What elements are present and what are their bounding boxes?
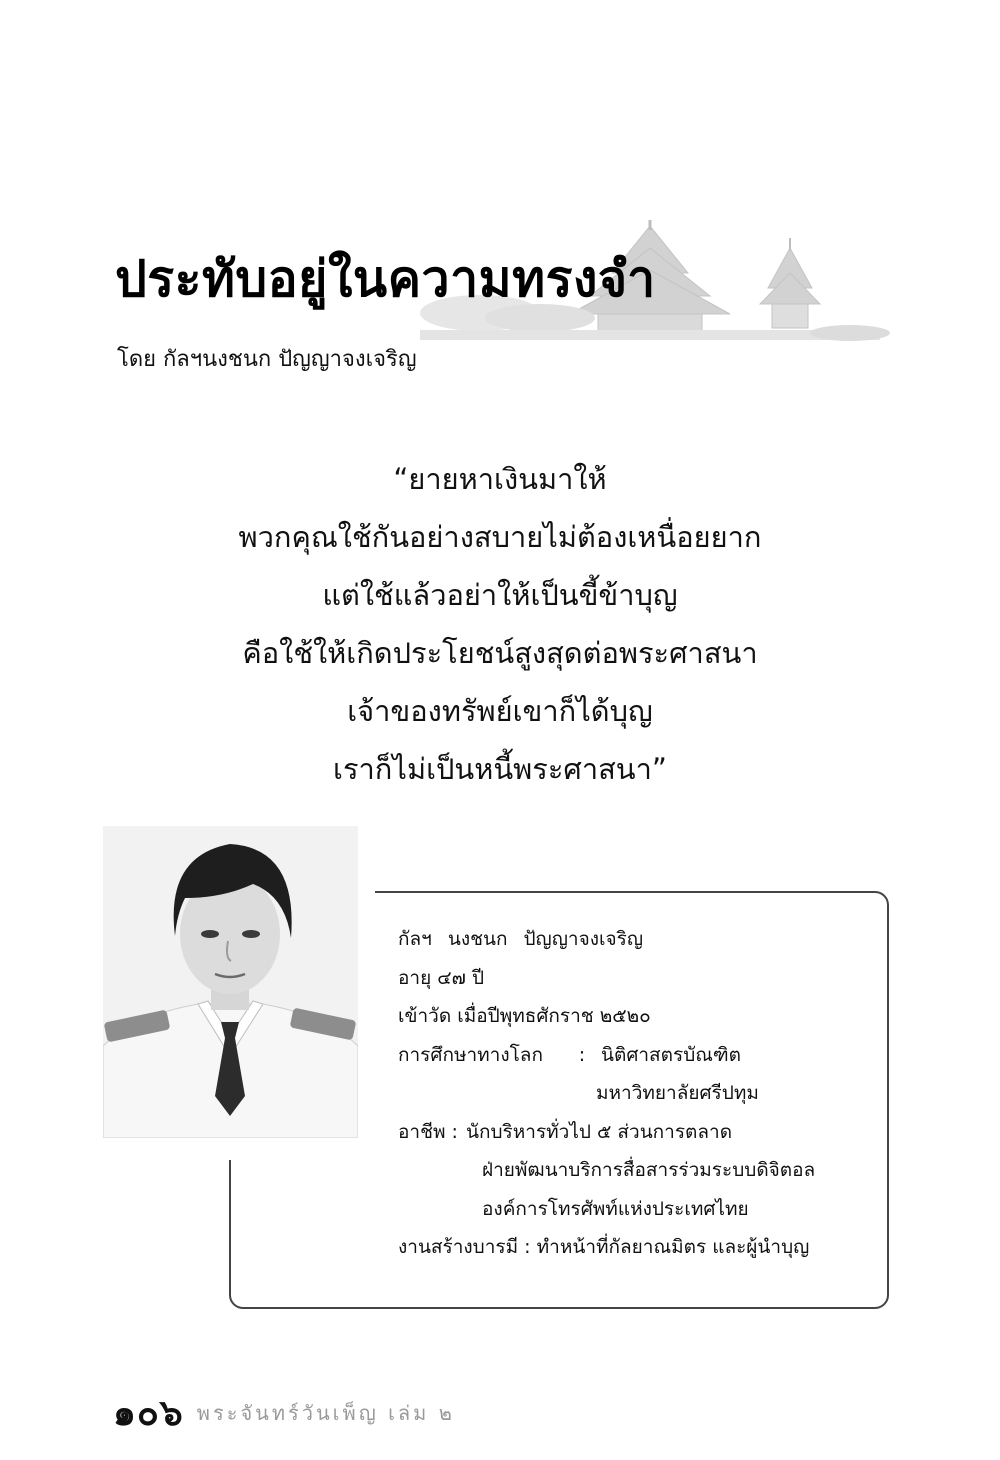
portrait-photo [103,826,358,1138]
quote-line: “ยายหาเงินมาให้ [393,462,607,496]
page-title: ประทับอยู่ในความทรงจำ [115,250,656,308]
education-label: การศึกษาทางโลก [398,1043,543,1066]
author-byline: โดย กัลฯนงชนก ปัญญาจงเจริญ [117,347,417,372]
quote-line: เจ้าของทรัพย์เขาก็ได้บุญ [347,694,653,728]
page-footer [113,1384,455,1441]
quote-line: เราก็ไม่เป็นหนี้พระศาสนา” [333,752,667,786]
book-title: พระจันทร์วันเพ็ญ เล่ม ๒ [196,1400,455,1425]
education-school: มหาวิทยาลัยศรีปทุม [596,1082,759,1104]
quote-block [0,450,1000,798]
profile-merit-work: งานสร้างบารมี : ทำหน้าที่กัลยาณมิตร และผู้นำบุญ [398,1236,810,1258]
profile-education: การศึกษาทางโลก : นิติศาสตรบัณฑิต [398,1036,815,1075]
occupation-line: ฝ่ายพัฒนาบริการสื่อสารร่วมระบบดิจิตอล [482,1159,816,1181]
quote-line: คือใช้ให้เกิดประโยชน์สูงสุดต่อพระศาสนา [242,636,758,670]
education-degree: นิติศาสตรบัณฑิต [601,1043,741,1066]
profile-occupation: อาชีพ : นักบริหารทั่วไป ๕ ส่วนการตลาด [398,1113,815,1152]
profile-age: อายุ ๔๗ ปี [398,966,485,989]
quote-line: แต่ใช้แล้วอย่าให้เป็นขี้ข้าบุญ [322,578,678,612]
profile-info [398,920,815,1267]
profile-joined: เข้าวัด เมื่อปีพุทธศักราช ๒๕๒๐ [398,1005,651,1027]
occupation-label: อาชีพ : [398,1120,458,1143]
quote-line: พวกคุณใช้กันอย่างสบายไม่ต้องเหนื่อยยาก [238,520,762,554]
page-number: ๑๐๖ [113,1392,184,1434]
occupation-line: องค์การโทรศัพท์แห่งประเทศไทย [482,1197,749,1220]
profile-name: กัลฯ นงชนก ปัญญาจงเจริญ [398,928,644,950]
